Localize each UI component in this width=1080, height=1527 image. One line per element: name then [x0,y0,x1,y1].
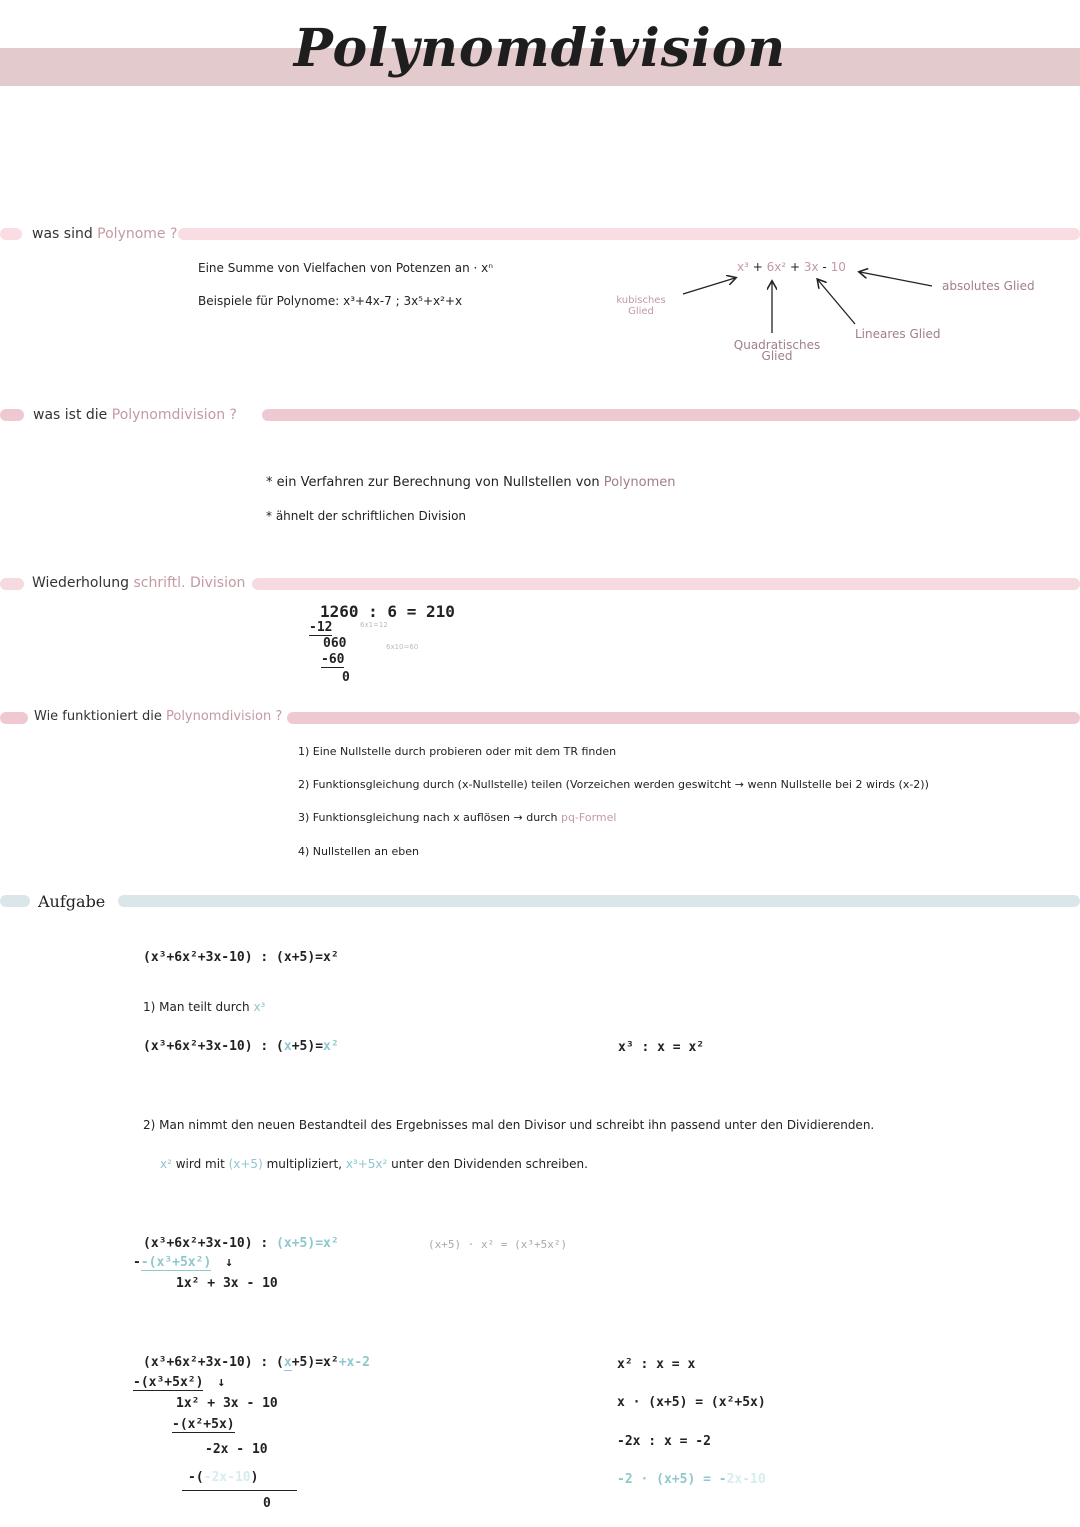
definition-text: Eine Summe von Vielfachen von Potenzen an · xⁿ [198,261,494,275]
calc2-line-7: 0 [263,1496,271,1511]
definition-point-2: * ähnelt der schriftlichen Division [266,509,467,523]
calc1-side: (x+5) · x² = (x³+5x²) [428,1238,568,1251]
section-heading-polynome: was sind Polynome ? [32,226,178,242]
section-line [287,712,1080,724]
method-step-1: 1) Eine Nullstelle durch probieren oder mit dem TR finden [298,745,617,758]
calc2-line-6: -(-2x-10) [188,1470,259,1485]
section-line [118,895,1080,907]
arrow-absolute [860,272,932,286]
calc2-side-4: -2 · (x+5) = -2x-10 [617,1472,766,1487]
section-line-left [0,578,24,590]
calc2-line-5: -2x - 10 [205,1442,268,1457]
division-note-1: 6x1=12 [360,621,388,629]
section-heading-aufgabe: Aufgabe [38,892,106,911]
calc2-side-1: x² : x = x [617,1357,696,1372]
calc2-side-2: x · (x+5) = (x²+5x) [617,1395,766,1410]
section-line-left [0,409,24,421]
calc2-side-3: -2x : x = -2 [617,1434,711,1449]
label-absolute: absolutes Glied [942,279,1035,293]
division-line-4: -60 [321,652,345,667]
method-step-2: 2) Funktionsgleichung durch (x-Nullstelle) teilen (Vorzeichen werden geswitcht → wenn Nullstelle bei 2 wirds (x-2)) [298,778,929,791]
page-title: Polynomdivision [293,18,787,79]
label-linear: Lineares Glied [855,327,941,341]
division-note-2: 6x10=60 [386,643,419,651]
section-heading-polynomdivision: was ist die Polynomdivision ? [33,407,237,423]
division-line-1: 1260 : 6 = 210 [320,602,455,621]
section-line [252,578,1080,590]
polynomial-expression: x³ + 6x² + 3x - 10 [737,260,846,274]
arrow-cubic [683,278,735,294]
task-step-2-detail: x² wird mit (x+5) multipliziert, x³+5x² unter den Dividenden schreiben. [160,1157,588,1171]
calc2-line-1: (x³+6x²+3x-10) : (x+5)=x²+x-2 [143,1355,370,1370]
division-line-2: -12 [309,620,333,635]
task-step-1-side: x³ : x = x² [618,1040,705,1055]
task-expression: (x³+6x²+3x-10) : (x+5)=x² [143,950,339,965]
label-quadratic: Quadratisches Glied [733,338,821,363]
calc1-line-1: (x³+6x²+3x-10) : (x+5)=x² [143,1236,339,1251]
section-heading-wiederholung: Wiederholung schriftl. Division [32,575,246,591]
calc2-line-2: -(x³+5x²) ↓ [133,1375,226,1390]
method-step-3: 3) Funktionsgleichung nach x auflösen → durch pq-Formel [298,811,617,824]
division-line-5: 0 [342,670,350,685]
calc1-line-2: --(x³+5x²) ↓ [133,1255,234,1270]
calc2-line-3: 1x² + 3x - 10 [176,1396,278,1411]
examples-text: Beispiele für Polynome: x³+4x-7 ; 3x⁵+x²+x [198,294,463,308]
arrow-linear [818,280,855,324]
section-line-left [0,895,30,907]
section-heading-funktion: Wie funktioniert die Polynomdivision ? [34,709,283,724]
calc1-line-3: 1x² + 3x - 10 [176,1276,278,1291]
calc2-result-line [182,1490,297,1491]
task-step-1-text: 1) Man teilt durch x³ [143,1000,266,1014]
division-line-3: 060 [323,636,347,651]
section-line [262,409,1080,421]
task-step-2-text: 2) Man nimmt den neuen Bestandteil des Ergebnisses mal den Divisor und schreibt ihn passend unter den Dividierenden. [143,1118,875,1132]
label-cubic: kubisches Glied [616,295,666,317]
calc2-line-4: -(x²+5x) [172,1417,235,1432]
section-line-left [0,712,28,724]
definition-point-1: * ein Verfahren zur Berechnung von Nullstellen von Polynomen [266,475,676,490]
task-step-1-expression: (x³+6x²+3x-10) : (x+5)=x² [143,1039,339,1054]
method-step-4: 4) Nullstellen an eben [298,845,419,858]
